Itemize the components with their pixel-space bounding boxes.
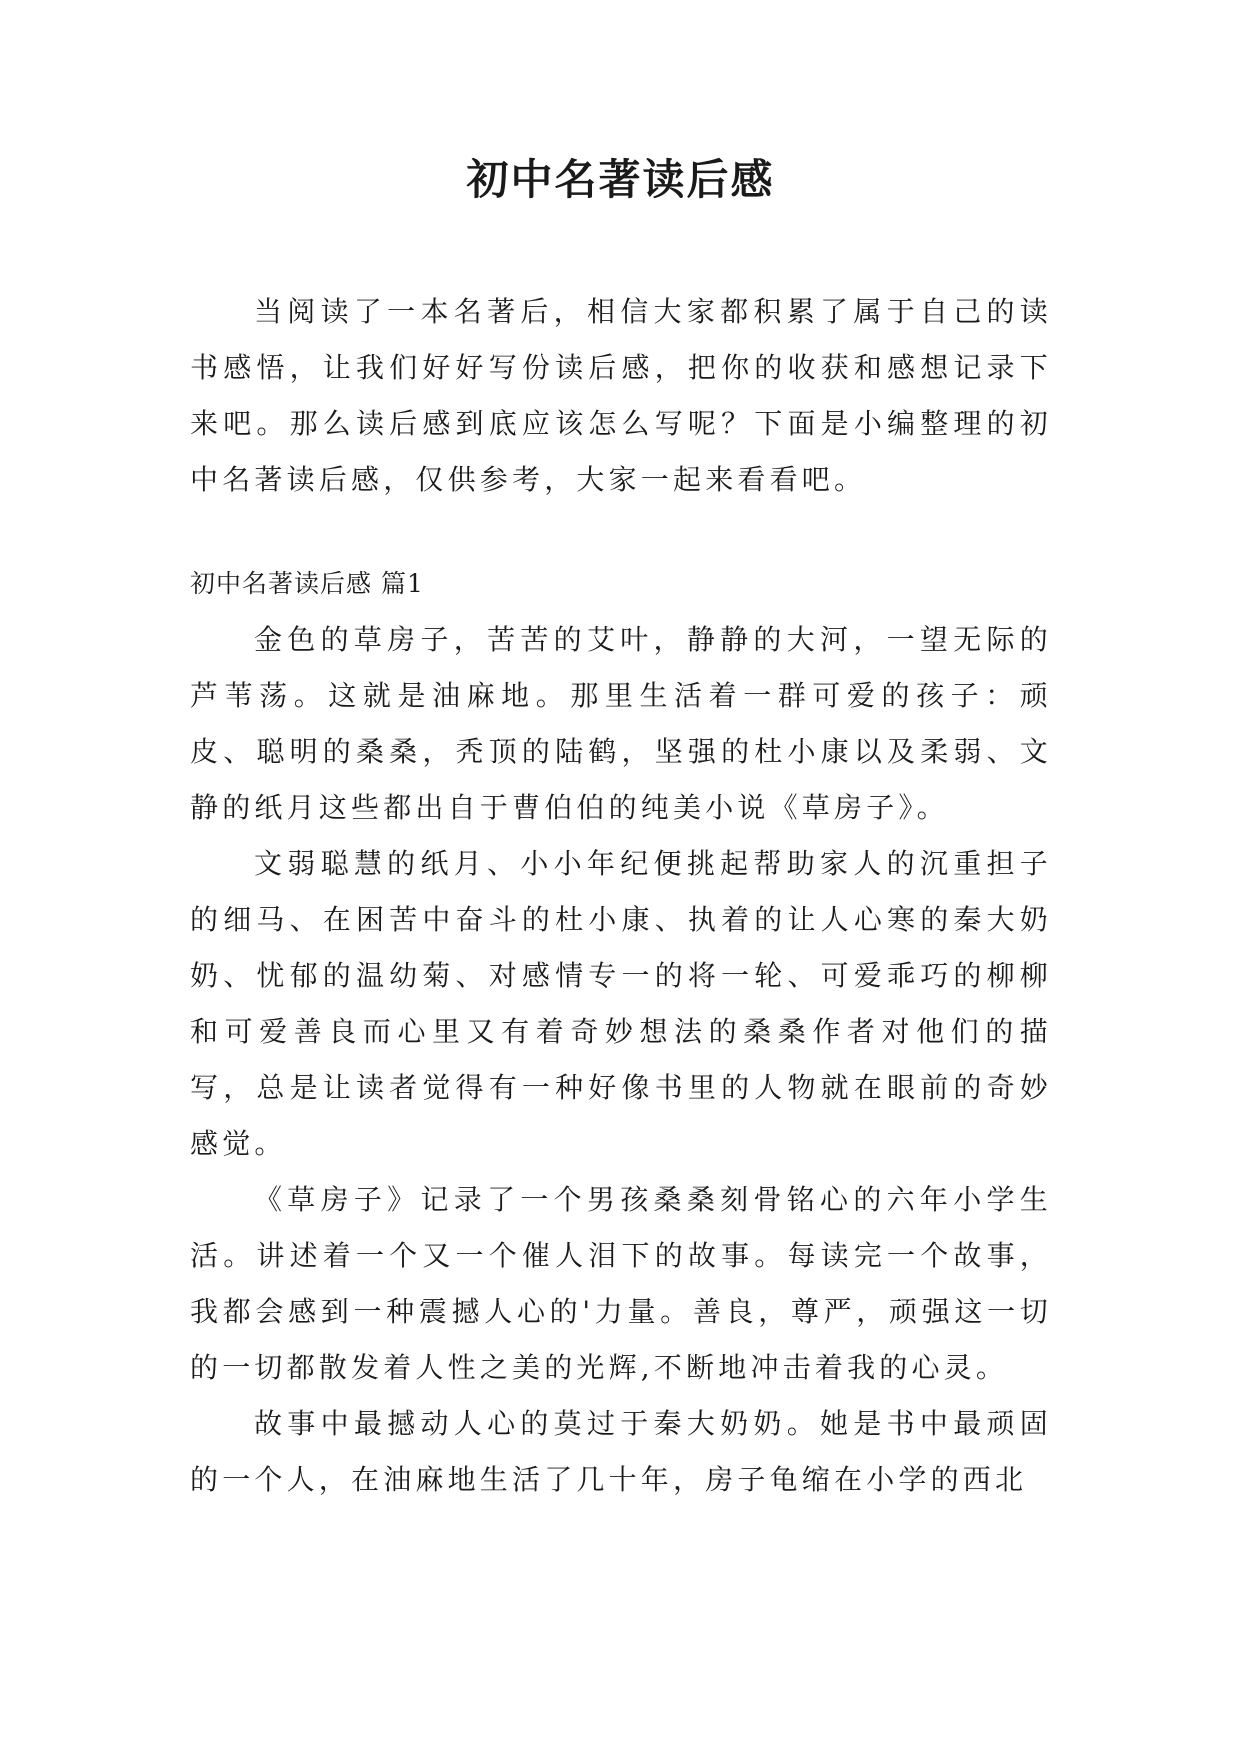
document-title: 初中名著读后感 bbox=[466, 155, 775, 204]
document-body bbox=[190, 284, 1052, 1508]
body-paragraph-2: 文弱聪慧的纸月、小小年纪便挑起帮助家人的沉重担子的细马、在困苦中奋斗的杜小康、执着的让人心寒的秦大奶奶、忧郁的温幼菊、对感情专一的将一轮、可爱乖巧的柳柳和可爱善良而心里又有着奇妙想法的桑桑作者对他们的描写，总是让读者觉得有一种好像书里的人物就在眼前的奇妙感觉。 bbox=[190, 847, 1052, 1160]
section-heading: 初中名著读后感 篇1 bbox=[190, 569, 424, 598]
intro-paragraph: 当阅读了一本名著后，相信大家都积累了属于自己的读书感悟，让我们好好写份读后感，把你的收获和感想记录下来吧。那么读后感到底应该怎么写呢？下面是小编整理的初中名著读后感，仅供参考，大家一起来看看吧。 bbox=[190, 295, 1052, 496]
body-paragraph-1: 金色的草房子，苦苦的艾叶，静静的大河，一望无际的芦苇荡。这就是油麻地。那里生活着一群可爱的孩子：顽皮、聪明的桑桑，秃顶的陆鹤，坚强的杜小康以及柔弱、文静的纸月这些都出自于曹伯伯的纯美小说《草房子》。 bbox=[190, 623, 1052, 824]
body-paragraph-4: 故事中最撼动人心的莫过于秦大奶奶。她是书中最顽固的一个人，在油麻地生活了几十年，房子龟缩在小学的西北 bbox=[190, 1407, 1052, 1496]
body-paragraph-3: 《草房子》记录了一个男孩桑桑刻骨铭心的六年小学生活。讲述着一个又一个催人泪下的故事。每读完一个故事，我都会感到一种震撼人心的'力量。善良，尊严，顽强这一切的一切都散发着人性之美的光辉,不断地冲击着我的心灵。 bbox=[190, 1183, 1052, 1384]
